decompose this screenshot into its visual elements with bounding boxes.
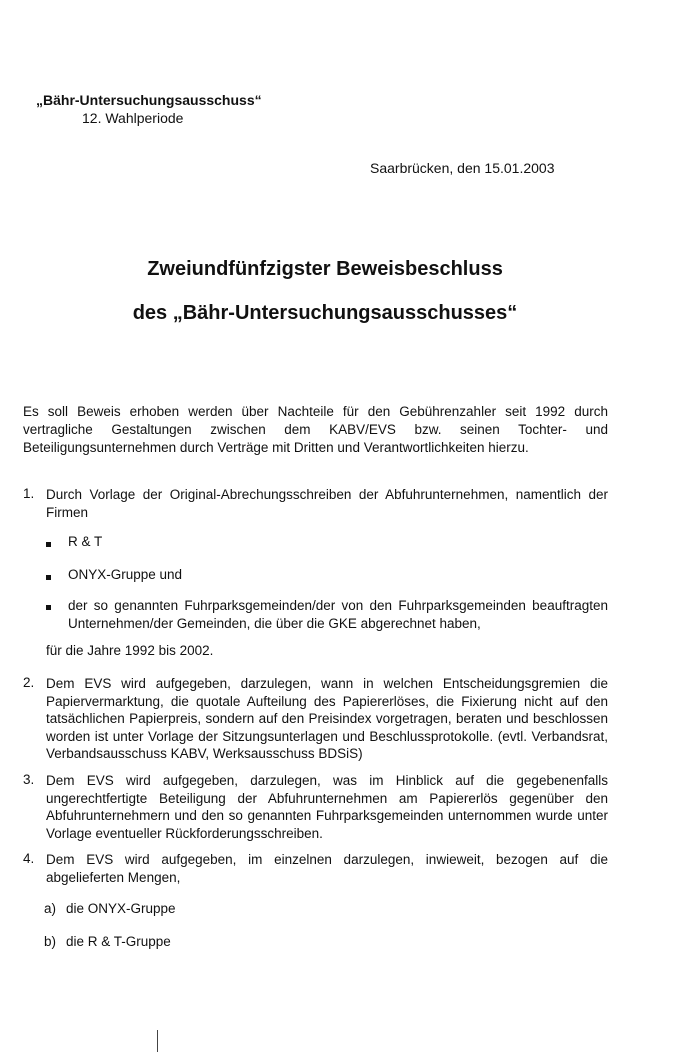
document-subtitle: des „Bähr-Untersuchungsausschusses“ [132, 302, 518, 324]
subitem-label: a) [44, 901, 57, 916]
place-date: Saarbrücken, den 15.01.2003 [370, 160, 555, 176]
subitem-text: die R & T-Gruppe [66, 934, 171, 949]
committee-name: „Bähr-Untersuchungsausschuss“ [36, 92, 262, 108]
document-title: Zweiundfünfzigster Beweisbeschluss [147, 258, 503, 280]
item-text: Dem EVS wird aufgegeben, im einzelnen darzulegen, inwieweit, bezogen auf die abgelieferten Mengen, [46, 852, 608, 885]
bullet-icon [46, 542, 51, 547]
bullet-icon [46, 575, 51, 580]
item-number: 1. [23, 486, 35, 501]
item-text: Durch Vorlage der Original-Abrechungsschreiben der Abfuhrunternehmen, namentlich der Firmen [46, 487, 608, 520]
item-number: 4. [23, 851, 35, 866]
intro-paragraph: Es soll Beweis erhoben werden über Nachteile für den Gebührenzahler seit 1992 durch vertragliche Gestaltungen zwischen dem KABV/EVS bzw. seinen Tochter- und Beteiligungsunternehmen durch Verträge mit Dritten und Verantwortlichkeiten hierzu. [23, 404, 608, 455]
bullet-icon [46, 605, 51, 610]
legislative-period: 12. Wahlperiode [82, 110, 184, 126]
bullet-text: der so genannten Fuhrparksgemeinden/der von den Fuhrparksgemeinden beauftragten Unternehmen/der Gemeinden, die über die GKE abgerechnet haben, [68, 598, 608, 631]
scan-artifact-line [157, 1030, 158, 1052]
item-closing: für die Jahre 1992 bis 2002. [46, 643, 214, 658]
subitem-text: die ONYX-Gruppe [66, 901, 176, 916]
bullet-text: R & T [68, 534, 103, 549]
item-number: 3. [23, 772, 35, 787]
item-text: Dem EVS wird aufgegeben, darzulegen, wann in welchen Entscheidungsgremien die Papiervermarktung, die quotale Aufteilung des Papiererlöses, die Fixierung nicht auf den tatsächlichen Papierpreis, sondern auf den Preisindex vorgetragen, beraten und beschlossen worden ist unter Vorlage der Sitzungsunterlagen und Beschlussprotokolle. (evtl. Verbandsrat, Verbandsausschuss KABV, Werksausschuss BDSiS) [46, 676, 608, 761]
bullet-text: ONYX-Gruppe und [68, 567, 183, 582]
item-text: Dem EVS wird aufgegeben, darzulegen, was im Hinblick auf die gegebenenfalls ungerechtfertigte Beteiligung der Abfuhrunternehmen am Papiererlös gegenüber den Abfuhrunternehmern und den so genannten Fuhrparksgemeinden unternommen wurde unter Vorlage eventueller Rückforderungsschreiben. [46, 773, 608, 841]
item-number: 2. [23, 675, 35, 690]
subitem-label: b) [44, 934, 57, 949]
